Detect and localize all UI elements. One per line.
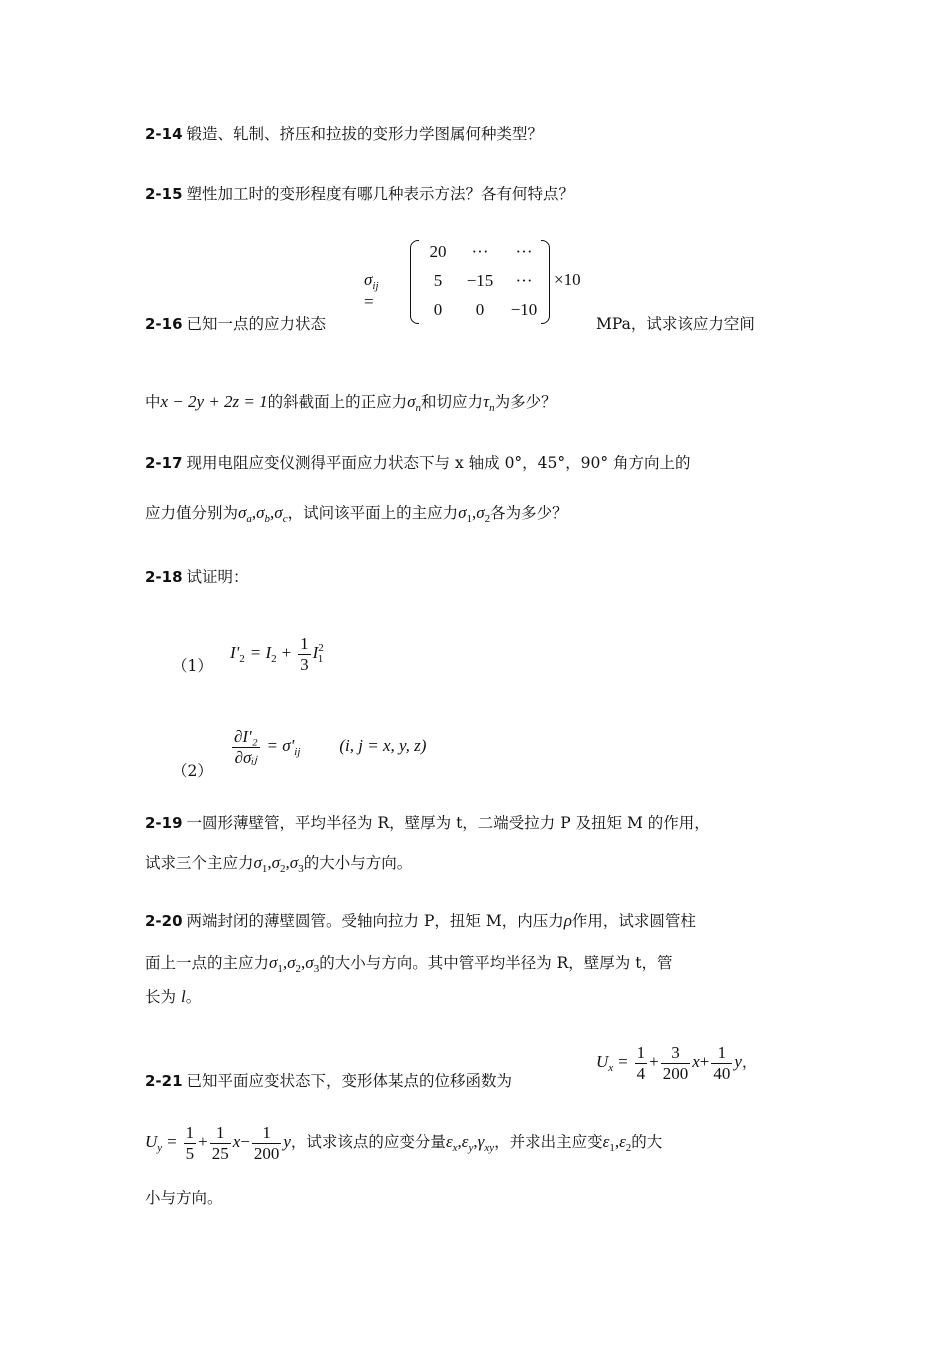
problem-2-18 [145, 566, 249, 588]
partial-fraction: $\frac{\text{∂I'₂}}{\text{∂σᵢⱼ}}$ [234, 726, 258, 767]
plane-equation: x − 2y + 2z = 1 [160, 392, 268, 411]
problem-number: 2-19 [145, 814, 183, 832]
problem-2-14 [145, 123, 543, 145]
matrix-cell: 0 [475, 300, 485, 319]
problem-2-17-line2: 应力值分别为$\sigma_a,\sigma_b,\sigma_c$，试问该平面上的主应力$\sigma_1,\sigma_2$各为多少？ [145, 503, 568, 525]
problem-2-15 [145, 183, 574, 205]
problem-2-20-line2: 面上一点的主应力$\sigma_1,\sigma_2,\sigma_3$的大小与方向。其中管平均半径为 R，壁厚为 t，管 [145, 953, 673, 975]
problem-number: 2-17 [145, 454, 183, 472]
problem-2-21-line3: 小与方向。 [145, 1189, 223, 1207]
matrix-cell: ··· [471, 242, 489, 261]
matrix-cell: ··· [515, 242, 533, 261]
ux-equation: $U_x$ = $\frac{1}{4}$ + $\frac{3}{200}$ x+ $\frac{1}{40}$ y， [596, 1042, 758, 1083]
problem-text: 现用电阻应变仪测得平面应力状态下与 x 轴成 0°，45°，90° 角方向上的 [186, 454, 691, 472]
problem-text: 塑性加工时的变形程度有哪几种表示方法？各有何特点？ [186, 185, 575, 203]
problem-2-21-line2: $U_y$ = $\frac{1}{5}$ + $\frac{1}{25}$ x− $\frac{1}{200}$ y，试求该点的应变分量$\varepsilon_x,\varepsilon_y,\gamma_{xy}$，并求出主应变$\varepsilon_1,\varepsilon_2$的大 [145, 1122, 663, 1163]
item-2-equation: $\frac{\text{∂I'₂}}{\text{∂σᵢⱼ}}$ = $\sigma'_{ij}$ (i, j = x, y, z) [234, 726, 427, 767]
problem-2-21: 2-21 已知平面应变状态下，变形体某点的位移函数为 [145, 1072, 513, 1090]
matrix-cell: ··· [515, 271, 533, 290]
problem-number: 2-21 [145, 1072, 183, 1090]
matrix-cell: 20 [429, 242, 447, 261]
problem-2-16-unit: MPa，试求该应力空间 [596, 315, 755, 333]
problem-2-20-line3: 长为 l。 [145, 987, 202, 1006]
problem-2-16 [145, 313, 326, 335]
sigma-ij-label: $\sigma_{ij}$ = [364, 270, 379, 311]
problem-text: 锻造、轧制、挤压和拉拔的变形力学图属何种类型？ [186, 125, 544, 143]
problem-2-19-line2: 试求三个主应力$\sigma_1,\sigma_2,\sigma_3$的大小与方向。 [145, 853, 413, 875]
problem-2-20: 2-20 两端封闭的薄壁圆管。受轴向拉力 P，扭矩 M，内压力ρ作用，试求圆管柱 [145, 911, 696, 930]
problem-text: 已知一点的应力状态 [186, 315, 327, 333]
item-2-label: （2） [172, 762, 213, 780]
stress-matrix [410, 240, 550, 324]
problem-number: 2-14 [145, 125, 183, 143]
item-1-label: （1） [172, 657, 213, 675]
matrix-cell: 0 [433, 300, 443, 319]
problem-number: 2-18 [145, 568, 183, 586]
problem-text: 一圆形薄壁管，平均半径为 R，壁厚为 t，二端受拉力 P 及扭矩 M 的作用， [186, 814, 710, 832]
matrix-cell: 5 [433, 271, 443, 290]
problem-2-16-line2: 中x − 2y + 2z = 1的斜截面上的正应力$\sigma_n$和切应力$\tau_n$为多少？ [145, 392, 557, 414]
problem-2-17 [145, 452, 691, 474]
matrix-scale: ×10 [554, 270, 581, 289]
matrix-cell: −10 [510, 300, 538, 319]
problem-number: 2-20 [145, 912, 183, 930]
problem-text: 试证明： [186, 568, 249, 586]
item-1-equation: $I'_2 = I_2$ + $\frac{1}{3}$ $I^2_1$ [230, 633, 324, 674]
problem-2-19 [145, 812, 710, 834]
problem-number: 2-15 [145, 185, 183, 203]
fraction: $\frac{1}{3}$ [300, 633, 309, 674]
matrix-cell: −15 [466, 271, 494, 290]
problem-number: 2-16 [145, 315, 183, 333]
